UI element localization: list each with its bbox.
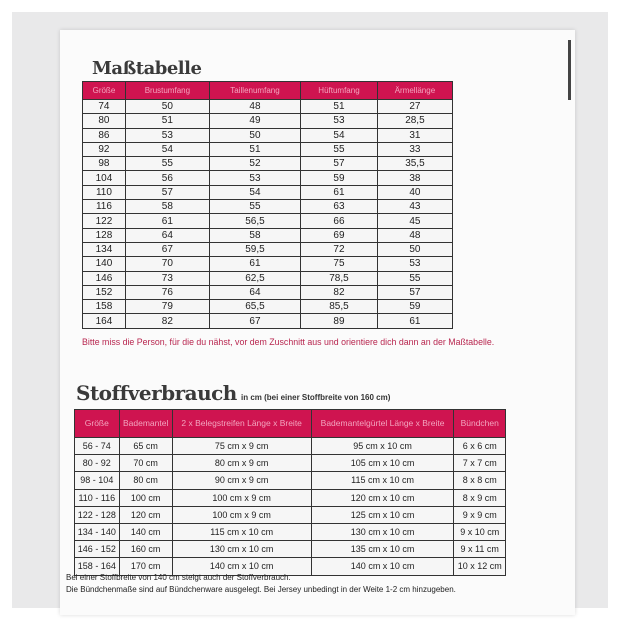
table-cell: 80 cm x 9 cm (172, 455, 311, 472)
table-cell: 48 (209, 100, 300, 114)
column-header: Größe (75, 410, 120, 438)
table-cell: 122 - 128 (75, 506, 120, 523)
table-cell: 55 (209, 200, 300, 214)
table-row (83, 185, 453, 199)
table-row (83, 314, 453, 328)
table-cell: 67 (209, 314, 300, 328)
table-cell: 85,5 (301, 300, 378, 314)
column-header: Brustumfang (125, 82, 209, 100)
table-cell: 74 (83, 100, 126, 114)
table-cell: 58 (125, 200, 209, 214)
table-cell: 55 (377, 271, 452, 285)
table-cell: 70 (125, 257, 209, 271)
table-cell: 27 (377, 100, 452, 114)
table-cell: 104 (83, 171, 126, 185)
measurement-note: Bitte miss die Person, für die du nähst, vor dem Zuschnitt aus und orientiere dich dann an der Maßtabelle. (82, 337, 495, 347)
table-cell: 48 (377, 228, 452, 242)
table-cell: 63 (301, 200, 378, 214)
table-cell: 53 (209, 171, 300, 185)
column-header: Hüftumfang (301, 82, 378, 100)
table-cell: 56 (125, 171, 209, 185)
table-cell: 56,5 (209, 214, 300, 228)
table-cell: 53 (377, 257, 452, 271)
table-cell: 98 (83, 157, 126, 171)
table-cell: 120 cm x 10 cm (311, 489, 454, 506)
table-cell: 134 (83, 242, 126, 256)
table-cell: 70 cm (119, 455, 172, 472)
table-cell: 61 (377, 314, 452, 328)
table-row (83, 271, 453, 285)
table-row (83, 257, 453, 271)
table-cell: 158 (83, 300, 126, 314)
table-cell: 54 (209, 185, 300, 199)
table-cell: 80 cm (119, 472, 172, 489)
table-row (83, 242, 453, 256)
table-cell: 75 cm x 9 cm (172, 438, 311, 455)
table-cell: 8 x 9 cm (454, 489, 506, 506)
table-cell: 28,5 (377, 114, 452, 128)
table-row (83, 100, 453, 114)
table-cell: 65,5 (209, 300, 300, 314)
table-cell: 134 - 140 (75, 523, 120, 540)
table-cell: 79 (125, 300, 209, 314)
table-row (75, 523, 506, 540)
table-row (83, 228, 453, 242)
table-cell: 43 (377, 200, 452, 214)
table-cell: 73 (125, 271, 209, 285)
column-header: Bademantel (119, 410, 172, 438)
table-row (83, 157, 453, 171)
table-cell: 40 (377, 185, 452, 199)
table-cell: 110 - 116 (75, 489, 120, 506)
table-row (83, 214, 453, 228)
table-cell: 51 (125, 114, 209, 128)
table-cell: 92 (83, 142, 126, 156)
table-row (83, 285, 453, 299)
table-cell: 65 cm (119, 438, 172, 455)
table-cell: 61 (125, 214, 209, 228)
table-cell: 80 (83, 114, 126, 128)
table-row (75, 472, 506, 489)
table-row (83, 200, 453, 214)
table-row (83, 171, 453, 185)
table-cell: 69 (301, 228, 378, 242)
table-cell: 59,5 (209, 242, 300, 256)
page-edge (568, 40, 571, 100)
table-cell: 66 (301, 214, 378, 228)
table-cell: 105 cm x 10 cm (311, 455, 454, 472)
footnote-2: Die Bündchenmaße sind auf Bündchenware ausgelegt. Bei Jersey unbedingt in der Weite 1-2 cm hinzugeben. (66, 585, 456, 594)
table-row (83, 128, 453, 142)
table-cell: 100 cm x 9 cm (172, 506, 311, 523)
table-cell: 140 (83, 257, 126, 271)
column-header: Taillenumfang (209, 82, 300, 100)
table-cell: 90 cm x 9 cm (172, 472, 311, 489)
table-row (83, 300, 453, 314)
table-cell: 50 (377, 242, 452, 256)
table-cell: 59 (301, 171, 378, 185)
table-cell: 152 (83, 285, 126, 299)
table-row (75, 489, 506, 506)
table-cell: 56 - 74 (75, 438, 120, 455)
column-header: Ärmellänge (377, 82, 452, 100)
table-cell: 128 (83, 228, 126, 242)
table-cell: 164 (83, 314, 126, 328)
table-cell: 146 - 152 (75, 541, 120, 558)
table-cell: 130 cm x 10 cm (311, 523, 454, 540)
table-cell: 52 (209, 157, 300, 171)
table-cell: 140 cm x 10 cm (172, 558, 311, 575)
table-cell: 82 (125, 314, 209, 328)
table-row (75, 455, 506, 472)
table-cell: 53 (301, 114, 378, 128)
table-cell: 170 cm (119, 558, 172, 575)
table-row (75, 506, 506, 523)
table-cell: 62,5 (209, 271, 300, 285)
table-cell: 98 - 104 (75, 472, 120, 489)
table-cell: 38 (377, 171, 452, 185)
table-cell: 64 (125, 228, 209, 242)
table-cell: 51 (301, 100, 378, 114)
masstabelle-table (82, 81, 453, 329)
table-cell: 80 - 92 (75, 455, 120, 472)
stoffverbrauch-table (74, 409, 506, 576)
table-cell: 61 (301, 185, 378, 199)
table-cell: 61 (209, 257, 300, 271)
table-cell: 130 cm x 10 cm (172, 541, 311, 558)
table-cell: 45 (377, 214, 452, 228)
table-cell: 135 cm x 10 cm (311, 541, 454, 558)
table-cell: 122 (83, 214, 126, 228)
table-cell: 59 (377, 300, 452, 314)
table-cell: 78,5 (301, 271, 378, 285)
table-cell: 33 (377, 142, 452, 156)
table-cell: 55 (125, 157, 209, 171)
column-header: Bademantelgürtel Länge x Breite (311, 410, 454, 438)
table-cell: 31 (377, 128, 452, 142)
table-cell: 54 (301, 128, 378, 142)
table-cell: 49 (209, 114, 300, 128)
table-cell: 116 (83, 200, 126, 214)
table-cell: 100 cm x 9 cm (172, 489, 311, 506)
table-cell: 158 - 164 (75, 558, 120, 575)
table-row (75, 541, 506, 558)
table-cell: 54 (125, 142, 209, 156)
table-cell: 115 cm x 10 cm (172, 523, 311, 540)
table-row (83, 142, 453, 156)
table-cell: 72 (301, 242, 378, 256)
table-cell: 76 (125, 285, 209, 299)
table-cell: 89 (301, 314, 378, 328)
table-cell: 120 cm (119, 506, 172, 523)
table-cell: 82 (301, 285, 378, 299)
table-cell: 57 (301, 157, 378, 171)
table-cell: 67 (125, 242, 209, 256)
column-header: Größe (83, 82, 126, 100)
table-cell: 9 x 11 cm (454, 541, 506, 558)
table-cell: 7 x 7 cm (454, 455, 506, 472)
table-cell: 10 x 12 cm (454, 558, 506, 575)
table-cell: 115 cm x 10 cm (311, 472, 454, 489)
table-cell: 95 cm x 10 cm (311, 438, 454, 455)
column-header: 2 x Belegstreifen Länge x Breite (172, 410, 311, 438)
table-cell: 53 (125, 128, 209, 142)
table-cell: 100 cm (119, 489, 172, 506)
table-cell: 110 (83, 185, 126, 199)
table-cell: 50 (125, 100, 209, 114)
table-cell: 35,5 (377, 157, 452, 171)
table-cell: 57 (377, 285, 452, 299)
table-cell: 140 cm (119, 523, 172, 540)
footnote-1: Bei einer Stoffbreite von 140 cm steigt auch der Stoffverbrauch. (66, 573, 291, 582)
table-cell: 57 (125, 185, 209, 199)
table-cell: 9 x 10 cm (454, 523, 506, 540)
table-row (75, 438, 506, 455)
table-cell: 51 (209, 142, 300, 156)
column-header: Bündchen (454, 410, 506, 438)
table-cell: 140 cm x 10 cm (311, 558, 454, 575)
table-cell: 146 (83, 271, 126, 285)
table-cell: 125 cm x 10 cm (311, 506, 454, 523)
table-cell: 64 (209, 285, 300, 299)
table-cell: 86 (83, 128, 126, 142)
table-cell: 50 (209, 128, 300, 142)
table-cell: 55 (301, 142, 378, 156)
table-row (83, 114, 453, 128)
stoffverbrauch-subtitle: in cm (bei einer Stoffbreite von 160 cm) (241, 393, 391, 402)
table-cell: 6 x 6 cm (454, 438, 506, 455)
table-cell: 8 x 8 cm (454, 472, 506, 489)
table-cell: 75 (301, 257, 378, 271)
table-cell: 9 x 9 cm (454, 506, 506, 523)
stoffverbrauch-title: Stoffverbrauch (76, 381, 237, 405)
table-cell: 58 (209, 228, 300, 242)
table-cell: 160 cm (119, 541, 172, 558)
masstabelle-title: Maßtabelle (92, 58, 202, 79)
